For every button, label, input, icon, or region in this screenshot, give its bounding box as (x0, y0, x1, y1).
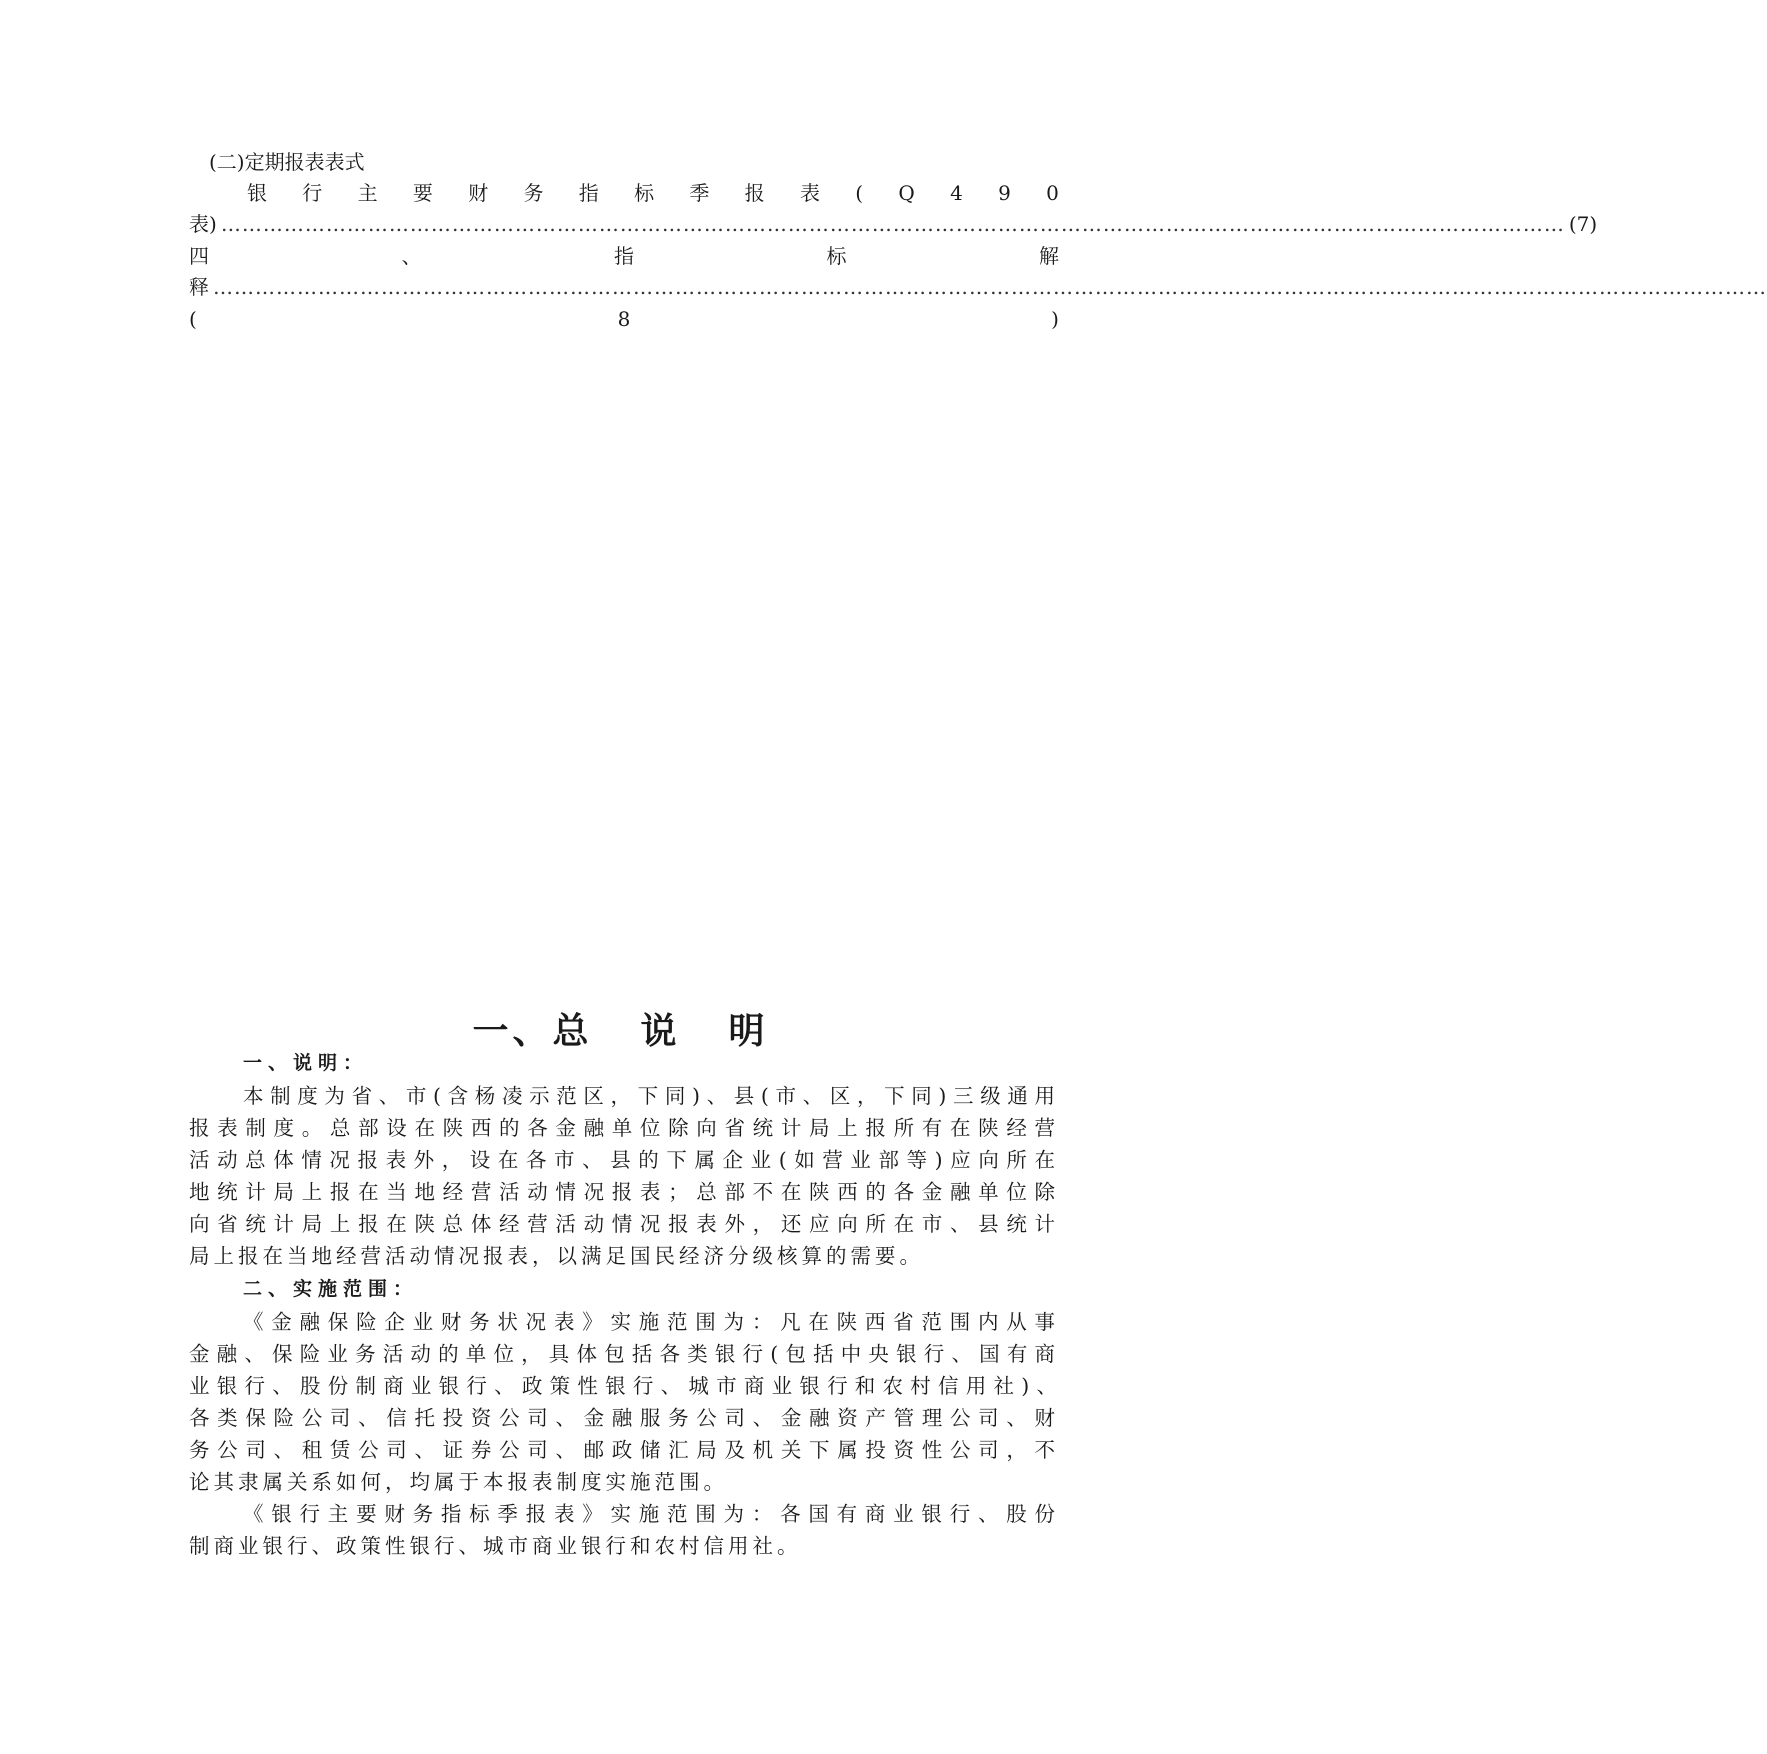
toc-char: 银 (247, 181, 267, 205)
toc-char: 要 (412, 181, 433, 205)
paragraph-line: 务公司、租赁公司、证券公司、邮政储汇局及机关下属投资性公司，不 (189, 1438, 1059, 1462)
paragraph-line: 活动总体情况报表外，设在各市、县的下属企业(如营业部等)应向所在 (189, 1148, 1059, 1172)
toc-entry-explain-line3 (189, 305, 1059, 333)
toc-char: 务 (523, 181, 544, 205)
toc-char: 解 (1039, 244, 1059, 268)
paragraph-line: 各类保险公司、信托投资公司、金融服务公司、金融资产管理公司、财 (189, 1406, 1059, 1430)
toc-char: ( (189, 307, 197, 331)
toc-char: 主 (357, 181, 378, 205)
toc-entry-text: 释 (189, 275, 209, 299)
toc-char: 0 (1046, 181, 1059, 205)
paragraph-line: 本制度为省、市(含杨凌示范区，下同)、县(市、区，下同)三级通用 (243, 1084, 1059, 1108)
toc-char: 、 (401, 244, 422, 268)
toc-entry-q490-line2 (189, 210, 1598, 238)
toc-char: 行 (302, 181, 323, 205)
section-heading-explanation: 一、说明： (243, 1052, 369, 1074)
paragraph-line: 报表制度。总部设在陕西的各金融单位除向省统计局上报所有在陕经营 (189, 1116, 1059, 1140)
title-part: 明 (728, 1011, 769, 1052)
toc-leader-dots: …………………………………………………………………………………………………………………………………………………………………………………………………… (213, 275, 1767, 299)
toc-char: 标 (634, 181, 655, 205)
toc-char: 四 (189, 244, 209, 268)
section-heading-scope: 二、实施范围： (243, 1278, 419, 1300)
paragraph-line: 金融、保险业务活动的单位，具体包括各类银行(包括中央银行、国有商 (189, 1342, 1059, 1366)
toc-entry-explain-line2 (189, 273, 1767, 301)
toc-char: 表 (799, 181, 820, 205)
toc-char: ( (855, 181, 864, 205)
toc-char: 季 (689, 181, 710, 205)
toc-leader-dots: ………………………………………………………………………………………………………………………………………………………………………… (220, 212, 1565, 236)
toc-char: Q (898, 181, 915, 205)
toc-char: 9 (998, 181, 1011, 205)
toc-entry-explain-line1 (189, 242, 1059, 270)
toc-entry-text: 表) (189, 212, 217, 236)
paragraph-line: 业银行、股份制商业银行、政策性银行、城市商业银行和农村信用社)、 (189, 1374, 1059, 1398)
paragraph-line: 制商业银行、政策性银行、城市商业银行和农村信用社。 (189, 1534, 802, 1558)
paragraph-line: 局上报在当地经营活动情况报表，以满足国民经济分级核算的需要。 (189, 1244, 924, 1268)
page-title (0, 1003, 1241, 1054)
toc-char: 标 (826, 244, 847, 268)
toc-char: 4 (950, 181, 963, 205)
toc-char: 指 (614, 244, 634, 268)
toc-page-number: (7) (1568, 212, 1598, 236)
toc-entry-q490-line1 (247, 179, 1059, 207)
title-part: 说 (640, 1011, 681, 1052)
paragraph-line: 论其隶属关系如何，均属于本报表制度实施范围。 (189, 1470, 728, 1494)
toc-page-number: 8 (617, 307, 631, 331)
paragraph-line: 《银行主要财务指标季报表》实施范围为：各国有商业银行、股份 (243, 1502, 1059, 1526)
title-part: 一、总 (472, 1011, 593, 1052)
paragraph-line: 《金融保险企业财务状况表》实施范围为：凡在陕西省范围内从事 (243, 1310, 1059, 1334)
toc-char: ) (1051, 307, 1059, 331)
paragraph-line: 向省统计局上报在陕总体经营活动情况报表外，还应向所在市、县统计 (189, 1212, 1059, 1236)
toc-subheading: (二)定期报表表式 (209, 150, 365, 174)
toc-char: 财 (468, 181, 489, 205)
toc-char: 报 (744, 181, 765, 205)
toc-char: 指 (578, 181, 599, 205)
paragraph-line: 地统计局上报在当地经营活动情况报表；总部不在陕西的各金融单位除 (189, 1180, 1059, 1204)
